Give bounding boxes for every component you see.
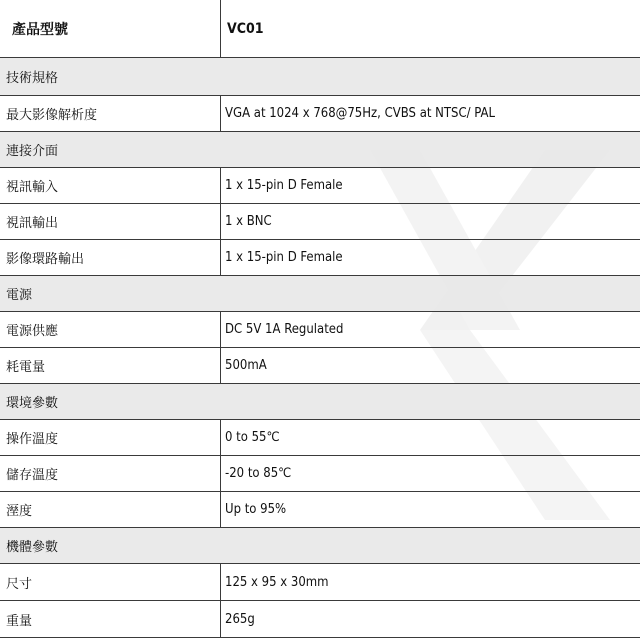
spec-label: 最大影像解析度 [6, 108, 98, 123]
spec-label: 影像環路輸出 [6, 252, 85, 267]
table-row [0, 564, 640, 601]
spec-value: 500mA [220, 348, 640, 383]
table-row [0, 240, 640, 276]
spec-value: 1 x 15-pin D Female [220, 168, 640, 203]
table-row [0, 312, 640, 348]
model-value: VC01 [220, 0, 640, 57]
section-heading: 連接介面 [0, 132, 640, 168]
table-row [0, 168, 640, 204]
table-row [0, 348, 640, 384]
table-row [0, 96, 640, 132]
spec-label: 電源供應 [6, 324, 59, 339]
spec-label: 操作溫度 [6, 432, 59, 447]
spec-value: 1 x BNC [220, 204, 640, 239]
spec-value: 125 x 95 x 30mm [220, 564, 640, 600]
spec-value: 265g [220, 601, 640, 637]
table-row [0, 601, 640, 638]
spec-label: 視訊輸出 [6, 216, 59, 231]
table-row [0, 204, 640, 240]
table-header-row [0, 0, 640, 58]
spec-label: 尺寸 [6, 576, 33, 592]
table-row [0, 456, 640, 492]
spec-value: 1 x 15-pin D Female [220, 240, 640, 275]
table-row [0, 420, 640, 456]
spec-value: VGA at 1024 x 768@75Hz, CVBS at NTSC/ PAL [220, 96, 640, 131]
spec-label: 溼度 [6, 504, 33, 519]
section-heading: 環境參數 [0, 384, 640, 420]
spec-value: DC 5V 1A Regulated [220, 312, 640, 347]
spec-label: 重量 [6, 613, 33, 629]
section-heading: 技術規格 [0, 58, 640, 96]
spec-value: 0 to 55℃ [220, 420, 640, 455]
spec-label: 儲存溫度 [6, 468, 59, 483]
section-heading: 機體參數 [0, 528, 640, 564]
spec-value: Up to 95% [220, 492, 640, 527]
spec-label: 耗電量 [6, 360, 46, 375]
spec-value: -20 to 85℃ [220, 456, 640, 491]
model-label: 產品型號 [12, 21, 68, 38]
table-row [0, 492, 640, 528]
spec-label: 視訊輸入 [6, 180, 59, 195]
section-heading: 電源 [0, 276, 640, 312]
